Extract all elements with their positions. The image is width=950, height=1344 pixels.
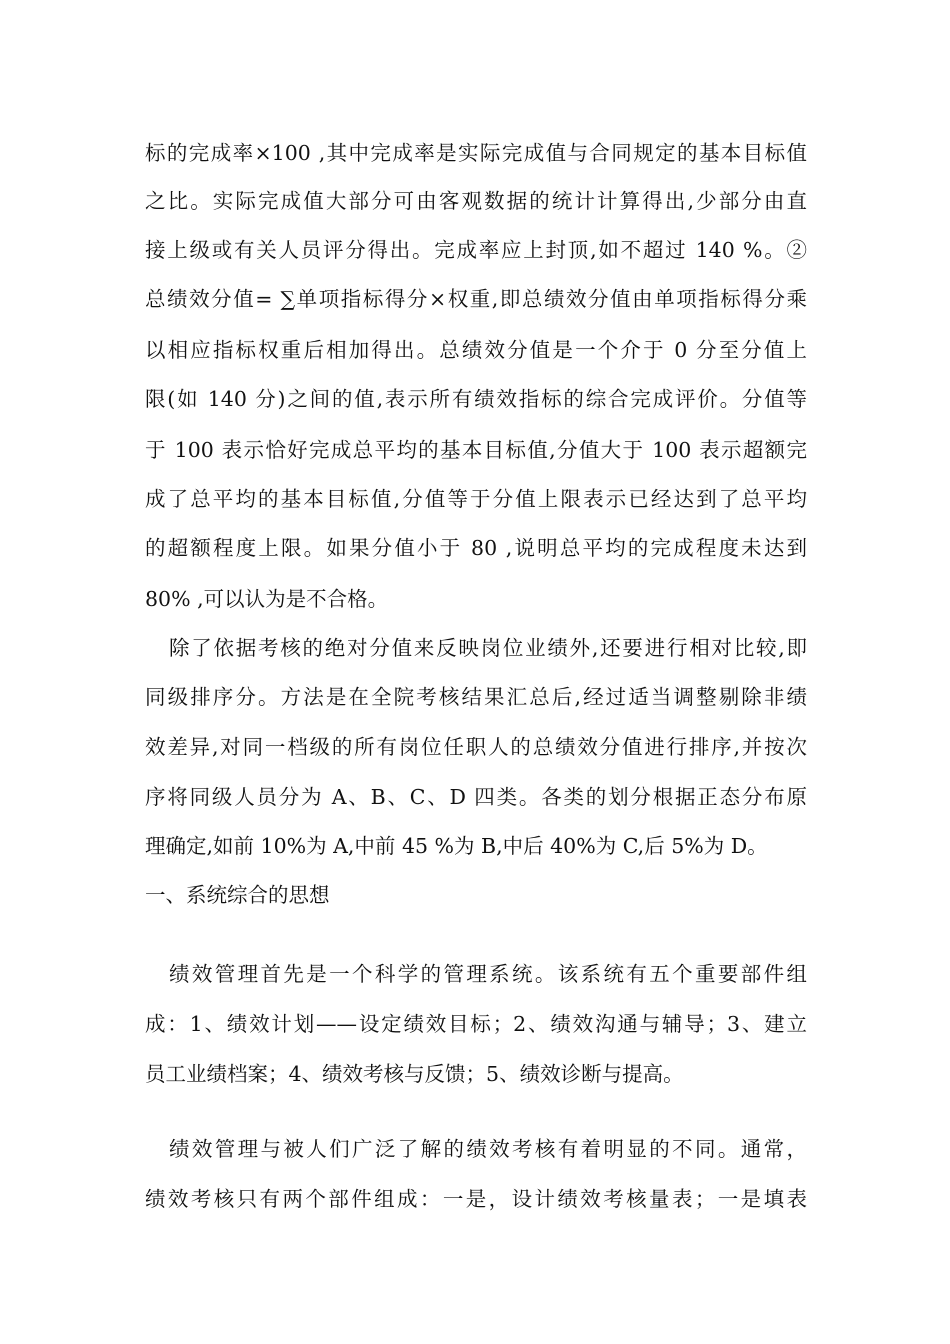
text-line: 成：1、绩效计划——设定绩效目标；2、绩效沟通与辅导；3、建立 [145,1012,807,1036]
text-line: 绩效考核只有两个部件组成：一是，设计绩效考核量表；一是填表 [145,1187,807,1211]
text-line: 理确定,如前 10%为 A,中前 45 %为 B,中后 40%为 C,后 5%为 D。 [145,834,768,858]
text-line: 于 100 表示恰好完成总平均的基本目标值,分值大于 100 表示超额完 [145,438,807,462]
text-line: 标的完成率×100 ,其中完成率是实际完成值与合同规定的基本目标值 [145,141,807,165]
text-line: 绩效管理与被人们广泛了解的绩效考核有着明显的不同。通常， [169,1137,807,1161]
text-line: 效差异,对同一档级的所有岗位任职人的总绩效分值进行排序,并按次 [145,735,807,759]
text-line: 同级排序分。方法是在全院考核结果汇总后,经过适当调整剔除非绩 [145,685,807,709]
text-line: 的超额程度上限。如果分值小于 80 ,说明总平均的完成程度未达到 [145,536,807,560]
text-line: 员工业绩档案；4、绩效考核与反馈；5、绩效诊断与提高。 [145,1062,684,1086]
text-line: 接上级或有关人员评分得出。完成率应上封顶,如不超过 140 %。② [145,238,807,262]
text-line: 绩效管理首先是一个科学的管理系统。该系统有五个重要部件组 [169,962,807,986]
text-line: 限(如 140 分)之间的值,表示所有绩效指标的综合完成评价。分值等 [145,387,807,411]
section-heading: 一、系统综合的思想 [145,883,330,907]
text-line: 80% ,可以认为是不合格。 [145,587,389,611]
text-line: 之比。实际完成值大部分可由客观数据的统计计算得出,少部分由直 [145,189,807,213]
text-line: 除了依据考核的绝对分值来反映岗位业绩外,还要进行相对比较,即 [169,636,807,660]
text-line: 成了总平均的基本目标值,分值等于分值上限表示已经达到了总平均 [145,487,807,511]
text-line: 总绩效分值= ∑单项指标得分×权重,即总绩效分值由单项指标得分乘 [145,287,807,311]
text-line: 以相应指标权重后相加得出。总绩效分值是一个介于 0 分至分值上 [145,338,807,362]
text-line: 序将同级人员分为 A、B、C、D 四类。各类的划分根据正态分布原 [145,785,807,809]
